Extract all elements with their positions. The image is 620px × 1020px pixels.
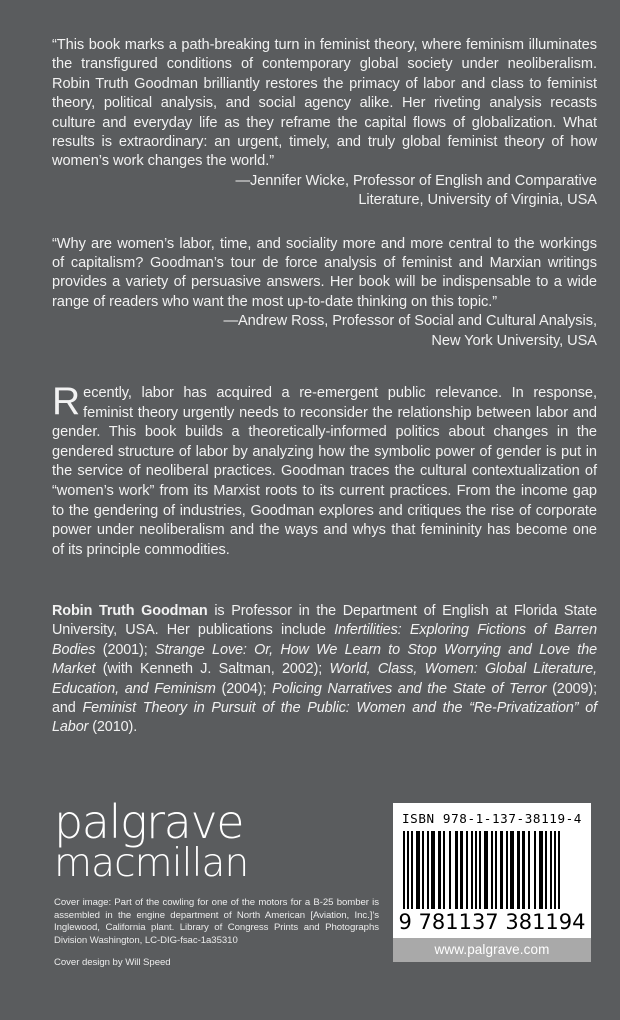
book-description xyxy=(52,380,597,560)
publication-title-1: Infertilities: Exploring Fictions of Barren Bodies xyxy=(52,622,597,658)
blurb-1-attribution-line1: —Jennifer Wicke, Professor of English and Comparative xyxy=(235,172,597,189)
description-drop-cap: R xyxy=(52,380,81,423)
cover-image-credit: Cover image: Part of the cowling for one of the motors for a B-25 bomber is assembled in the engine department of North American [Aviation, Inc.]’s Inglewood, California plant. Library of Congress Prints and Photographs Division Washington, LC-DIG-fsac-1a35310 xyxy=(54,897,379,946)
blurb-1 xyxy=(52,36,597,211)
publication-year-1: (2001); xyxy=(95,641,155,658)
publication-title-5: Feminist Theory in Pursuit of the Public: Women and the “Re-Privatization” of Labor xyxy=(52,700,598,736)
author-biography xyxy=(52,602,597,738)
barcode-bars xyxy=(403,831,581,909)
barcode-digits: 9 781137 381194 xyxy=(398,910,586,934)
author-name: Robin Truth Goodman xyxy=(52,603,208,619)
publication-title-4: Policing Narratives and the State of Terror xyxy=(272,680,547,697)
publication-year-3: (2004); xyxy=(215,680,273,697)
blurb-2-quote: “Why are women’s labor, time, and sociality more and more central to the workings of capitalism? Goodman’s tour de force analysis of feminist and Marxian writings provides a variety of persuasive answers. Her book will be indispensable to a wide range of readers who want the most up-to-date thinking on this topic.” xyxy=(52,235,597,310)
isbn-barcode-block xyxy=(393,803,591,962)
publication-year-2: (with Kenneth J. Saltman, 2002); xyxy=(95,661,330,678)
publisher-logo-macmillan: macmillan xyxy=(54,841,249,886)
publication-title-2: Strange Love: Or, How We Learn to Stop Worrying and Love the Market xyxy=(52,641,597,678)
isbn-text: ISBN 978-1-137-38119-4 xyxy=(401,811,582,826)
blurb-2 xyxy=(52,235,597,351)
praise-blurbs xyxy=(52,36,597,351)
publication-title-3: World, Class, Women: Global Literature, Education, and Feminism xyxy=(52,661,597,697)
publisher-logo xyxy=(54,795,354,886)
publication-year-5: (2010). xyxy=(88,719,138,736)
cover-design-credit: Cover design by Will Speed xyxy=(54,957,171,969)
blurb-1-attribution-line2: Literature, University of Virginia, USA xyxy=(358,192,597,209)
cover-credits xyxy=(54,897,379,970)
publisher-logo-palgrave: palgrave xyxy=(54,795,244,849)
description-text: ecently, labor has acquired a re-emergent public relevance. In response, feminist theory urgently needs to reconsider the relationship between labor and gender. This book builds a theoretically-informed politics about changes in the gendered structure of labor by analyzing how the symbolic power of gender is put in the service of neoliberal practices. Goodman traces the cultural contextualization of “women’s work” from its Marxist roots to its current practices. From the income gap to the gendering of industries, Goodman explores and critiques the rise of corporate power under neoliberalism and the ways and whys that femininity has become one of its principle commodities. xyxy=(52,385,597,558)
blurb-2-attribution-line1: —Andrew Ross, Professor of Social and Cultural Analysis, xyxy=(223,313,597,330)
publication-year-4: (2009); and xyxy=(52,680,597,717)
blurb-2-attribution-line2: New York University, USA xyxy=(431,332,597,349)
publisher-website: www.palgrave.com xyxy=(393,938,591,962)
blurb-1-quote: “This book marks a path-breaking turn in feminist theory, where feminism illuminates the transfigured conditions of contemporary global society under neoliberalism. Robin Truth Goodman brilliantly restores the primacy of labor and class to feminist theory, political analysis, and social agency alike. Her riveting analysis recasts culture and everyday life as they reframe the capital flows of globalization. What results is extraordinary: an urgent, timely, and truly global feminist theory of how women’s work changes the world.” xyxy=(52,37,597,170)
bio-intro: is Professor in the Department of English at Florida State University, USA. Her publications include xyxy=(52,603,597,639)
